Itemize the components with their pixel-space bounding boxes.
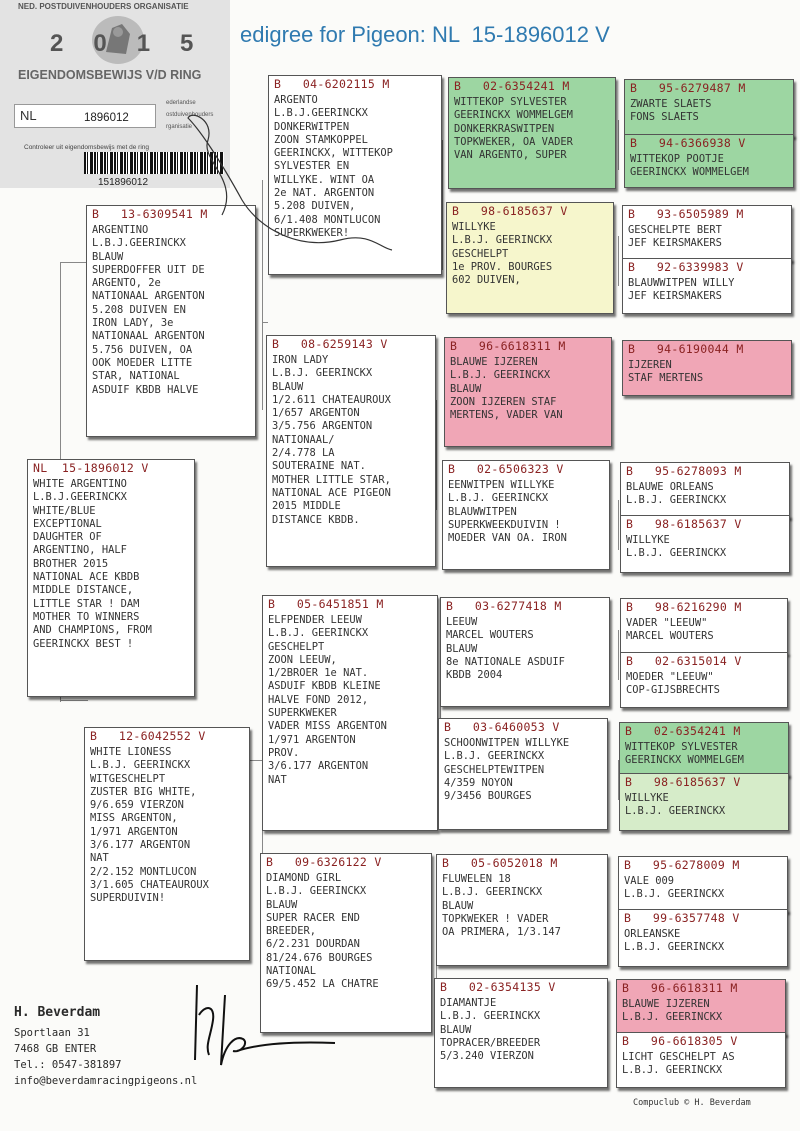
pigeon-card-gen4-6[interactable] — [438, 718, 608, 830]
footer-credit: Compuclub © H. Beverdam — [633, 1098, 751, 1108]
ring-number: B 96-6618305 V — [622, 1034, 738, 1048]
ring-number: B 12-6042552 V — [90, 729, 206, 743]
pigeon-info: WILLYKE L.B.J. GEERINCKX GESCHELPT 1e PROV. BOURGES 602 DUIVEN, — [452, 221, 553, 287]
pigeon-info: VADER "LEEUW" MARCEL WOUTERS — [626, 617, 714, 643]
pigeon-info: BLAUWE IJZEREN L.B.J. GEERINCKX — [622, 998, 723, 1024]
card-side-p: ostduivenhouders — [166, 112, 214, 118]
card-number: 1896012 — [84, 112, 129, 124]
page-title: edigree for Pigeon: NL 15-1896012 V — [240, 22, 610, 47]
ring-number: B 94-6366938 V — [630, 136, 746, 150]
pigeon-info: WHITE LIONESS L.B.J. GEERINCKX WITGESCHELPT ZUSTER BIG WHITE, 9/6.659 VIERZON MISS ARGENTON, 1/971 ARGENTON 3/6.177 ARGENTON NAT 2/2.152 MONTLUCON 3/1.605 CHATEAUROUX SUPERDUIVIN! — [90, 746, 209, 905]
pigeon-info: DIAMANTJE L.B.J. GEERINCKX BLAUW TOPRACER/BREEDER 5/3.240 VIERZON — [440, 997, 541, 1063]
pigeon-info: LEEUW MARCEL WOUTERS BLAUW 8e NATIONALE ASDUIF KBDB 2004 — [446, 616, 565, 682]
ring-number: B 04-6202115 M — [274, 77, 390, 91]
pen-scribble — [180, 100, 420, 270]
ring-number: B 08-6259143 V — [272, 337, 388, 351]
ring-number: B 03-6277418 M — [446, 599, 562, 613]
ring-number: B 98-6185637 V — [452, 204, 568, 218]
pigeon-info: BLAUWE IJZEREN L.B.J. GEERINCKX BLAUW ZOON IJZEREN STAF MERTENS, VADER VAN — [450, 356, 563, 422]
pigeon-info: SCHOONWITPEN WILLYKE L.B.J. GEERINCKX GESCHELPTEWITPEN 4/359 NOYON 9/3456 BOURGES — [444, 737, 570, 803]
ring-number: NL 15-1896012 V — [33, 461, 149, 475]
card-note: Controleer uit eigendomsbewijs met de ring — [24, 144, 150, 151]
pigeon-info: ARGENTO L.B.J.GEERINCKX DONKERWITPEN ZOON STAMKOPPEL GEERINCKX, WITTEKOP SYLVESTER EN WILLYKE. WINT OA 2e NAT. ARGENTON 5.208 DUIVEN, 6/1.408 MONTLUCON SUPERKWEKER! — [274, 94, 393, 239]
pigeon-card-gen5-10[interactable] — [620, 652, 788, 708]
pigeon-info: FLUWELEN 18 L.B.J. GEERINCKX BLAUW TOPKWEKER ! VADER OA PRIMERA, 1/3.147 — [442, 873, 561, 939]
pigeon-card-gen5-9[interactable] — [620, 598, 788, 654]
pigeon-card-main[interactable] — [27, 459, 195, 697]
ring-number: B 02-6354241 M — [625, 724, 741, 738]
pigeon-info: BLAUWWITPEN WILLY JEF KEIRSMAKERS — [628, 277, 735, 303]
card-side-n: ederlandse — [166, 100, 196, 106]
owner-email[interactable]: info@beverdamracingpigeons.nl — [14, 1075, 198, 1087]
connector-line — [250, 760, 262, 761]
pigeon-info: ELFPENDER LEEUW L.B.J. GEERINCKX GESCHELPT ZOON LEEUW, 1/2BROER 1e NAT. ASDUIF KBDB KLEINE HALVE FOND 2012, SUPERKWEKER VADER MISS ARGENTON 1/971 ARGENTON PROV. 3/6.177 ARGENTON NAT — [268, 614, 387, 786]
pigeon-card-sire-dam[interactable] — [266, 335, 436, 567]
ring-number: B 02-6354135 V — [440, 980, 556, 994]
ring-number: B 92-6339983 V — [628, 260, 744, 274]
pigeon-card-gen5-16[interactable] — [616, 1032, 786, 1088]
card-side-o: rganisatie — [166, 124, 193, 130]
pigeon-card-gen4-1[interactable] — [448, 77, 616, 189]
owner-city: 7468 GB ENTER — [14, 1043, 97, 1055]
pigeon-card-gen4-5[interactable] — [440, 597, 610, 707]
pigeon-info: WITTEKOP SYLVESTER GEERINCKX WOMMELGEM DONKERKRASWITPEN TOPKWEKER, OA VADER VAN ARGENTO, SUPER — [454, 96, 573, 162]
ring-number: B 95-6279487 M — [630, 81, 746, 95]
ring-number: B 03-6460053 V — [444, 720, 560, 734]
pigeon-info: BLAUWE ORLEANS L.B.J. GEERINCKX — [626, 481, 727, 507]
connector-line — [60, 700, 88, 701]
pigeon-info: EENWITPEN WILLYKE L.B.J. GEERINCKX BLAUWWITPEN SUPERKWEEKDUIVIN ! MOEDER VAN OA. IRON — [448, 479, 567, 545]
card-code: 151896012 — [98, 177, 149, 188]
ring-number: B 98-6216290 M — [626, 600, 742, 614]
pigeon-info: ORLEANSKE L.B.J. GEERINCKX — [624, 928, 725, 954]
pigeon-card-gen4-8[interactable] — [434, 978, 608, 1088]
pigeon-card-dam-sire[interactable] — [262, 595, 438, 831]
owner-street: Sportlaan 31 — [14, 1027, 90, 1039]
pigeon-card-gen5-3[interactable] — [622, 205, 792, 261]
connector-line — [618, 630, 619, 680]
pigeon-card-gen5-12[interactable] — [619, 773, 789, 831]
ring-number: B 13-6309541 M — [92, 207, 208, 221]
pigeon-info: GESCHELPTE BERT JEF KEIRSMAKERS — [628, 224, 722, 250]
ring-number: B 02-6315014 V — [626, 654, 742, 668]
ring-number: B 98-6185637 V — [625, 775, 741, 789]
pigeon-info: WILLYKE L.B.J. GEERINCKX — [626, 534, 727, 560]
ring-number: B 09-6326122 V — [266, 855, 382, 869]
pigeon-card-gen5-7[interactable] — [620, 462, 790, 518]
ring-number: B 94-6190044 M — [628, 342, 744, 356]
ring-number: B 96-6618311 M — [450, 339, 566, 353]
pigeon-info: MOEDER "LEEUW" COP-GIJSBRECHTS — [626, 671, 720, 697]
ring-number: B 02-6506323 V — [448, 462, 564, 476]
ring-number: B 95-6278009 M — [624, 858, 740, 872]
pigeon-info: WITTEKOP SYLVESTER GEERINCKX WOMMELGEM — [625, 741, 744, 767]
ring-number: B 93-6505989 M — [628, 207, 744, 221]
owner-phone: Tel.: 0547-381897 — [14, 1059, 122, 1071]
pigeon-card-gen5-1[interactable] — [624, 79, 794, 137]
connector-line — [618, 500, 619, 550]
ring-number: B 05-6451851 M — [268, 597, 384, 611]
pigeon-info: WILLYKE L.B.J. GEERINCKX — [625, 792, 726, 818]
pigeon-card-gen5-13[interactable] — [618, 856, 788, 912]
pigeon-card-gen5-5[interactable] — [622, 340, 792, 396]
pigeon-card-gen5-8[interactable] — [620, 515, 790, 573]
pigeon-info: ZWARTE SLAETS FONS SLAETS — [630, 98, 712, 124]
pigeon-info: WITTEKOP POOTJE GEERINCKX WOMMELGEM — [630, 153, 749, 179]
pigeon-info: IJZEREN STAF MERTENS — [628, 359, 704, 385]
pigeon-info: WHITE ARGENTINO L.B.J.GEERINCKX WHITE/BLUE EXCEPTIONAL DAUGHTER OF ARGENTINO, HALF BROTHER 2015 NATIONAL ACE KBDB MIDDLE DISTANCE, LITTLE STAR ! DAM MOTHER TO WINNERS AND CHAMPIONS, FROM GEERINCKX BEST ! — [33, 478, 152, 650]
owner-name: H. Beverdam — [14, 1005, 101, 1020]
connector-line — [442, 140, 443, 270]
pigeon-card-gen5-4[interactable] — [622, 258, 792, 314]
pigeon-info: LICHT GESCHELPT AS L.B.J. GEERINCKX — [622, 1051, 735, 1077]
ring-number: B 99-6357748 V — [624, 911, 740, 925]
connector-line — [618, 120, 619, 170]
connector-line — [262, 322, 268, 323]
connector-line — [618, 236, 619, 286]
ring-number: B 96-6618311 M — [622, 981, 738, 995]
signature — [175, 975, 345, 1075]
pigeon-card-gen5-11[interactable] — [619, 722, 789, 776]
pigeon-info: DIAMOND GIRL L.B.J. GEERINCKX BLAUW SUPER RACER END BREEDER, 6/2.231 DOURDAN 81/24.676 BOURGES NATIONAL 69/5.452 LA CHATRE — [266, 872, 379, 991]
pigeon-card-gen4-7[interactable] — [436, 854, 608, 966]
pigeon-info: IRON LADY L.B.J. GEERINCKX BLAUW 1/2.611 CHATEAUROUX 1/657 ARGENTON 3/5.756 ARGENTON NATIONAAL/ 2/4.778 LA SOUTERAINE NAT. MOTHER LITTLE STAR, NATIONAL ACE PIGEON 2015 MIDDLE DISTANCE KBDB. — [272, 354, 391, 526]
pigeon-card-gen5-2[interactable] — [624, 134, 794, 188]
card-year: 2015 — [50, 30, 224, 57]
ring-number: B 05-6052018 M — [442, 856, 558, 870]
card-heading: EIGENDOMSBEWIJS V/D RING — [18, 68, 202, 82]
card-org: NED. POSTDUIVENHOUDERS ORGANISATIE — [18, 2, 189, 11]
pigeon-info: VALE 009 L.B.J. GEERINCKX — [624, 875, 725, 901]
pigeon-card-gen4-3[interactable] — [444, 337, 612, 447]
ring-number: B 98-6185637 V — [626, 517, 742, 531]
pigeon-card-gen4-2[interactable] — [446, 202, 614, 314]
pigeon-card-gen5-14[interactable] — [618, 909, 788, 967]
pigeon-card-gen5-15[interactable] — [616, 979, 786, 1035]
card-country: NL — [20, 108, 37, 123]
pigeon-card-gen4-4[interactable] — [442, 460, 610, 570]
ring-number: B 02-6354241 M — [454, 79, 570, 93]
pigeon-info: ARGENTINO L.B.J.GEERINCKX BLAUW SUPERDOFFER UIT DE ARGENTO, 2e NATIONAAL ARGENTON 5.208 DUIVEN EN IRON LADY, 3e NATIONAAL ARGENTON 5.756 DUIVEN, OA OOK MOEDER LITTE STAR, NATIONAL ASDUIF KBDB HALVE — [92, 224, 205, 396]
pigeon-card-dam[interactable] — [84, 727, 250, 961]
connector-line — [436, 400, 437, 510]
ring-number: B 95-6278093 M — [626, 464, 742, 478]
